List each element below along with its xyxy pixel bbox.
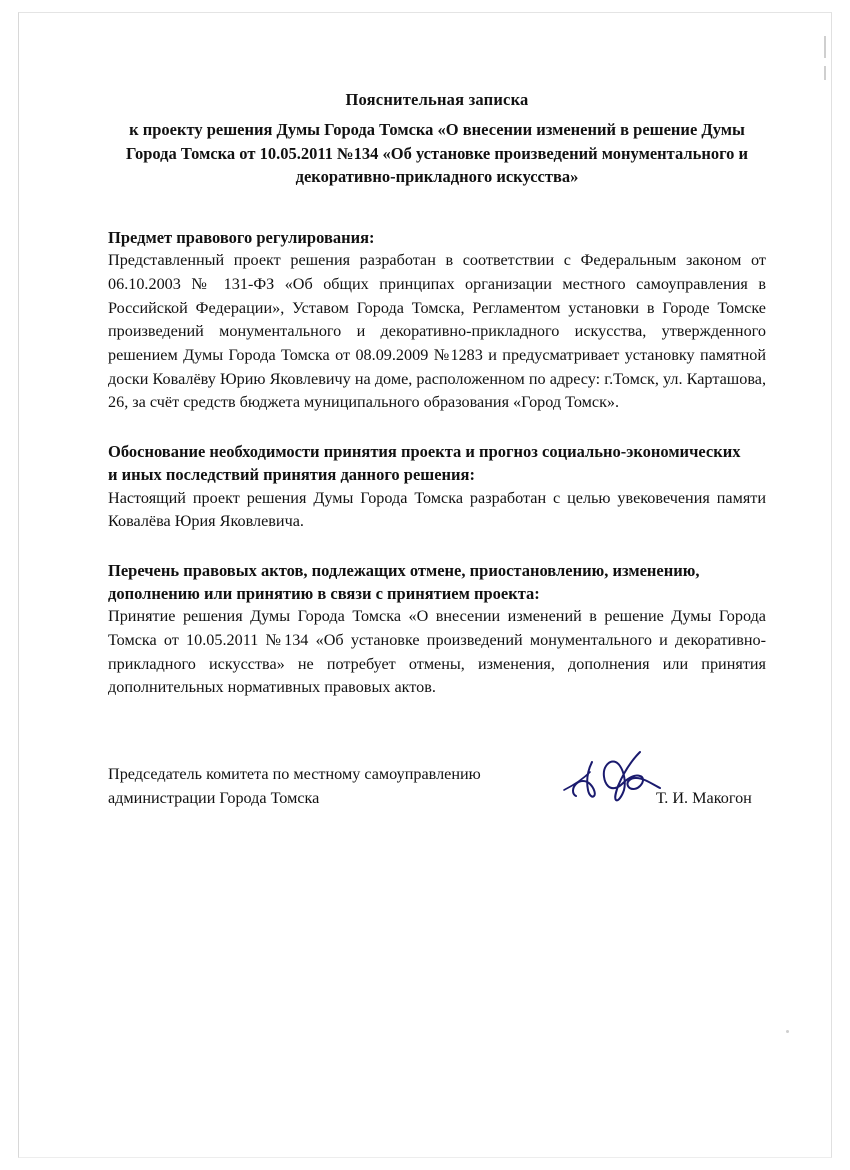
document-subtitle-line-3: декоративно-прикладного искусства» (295, 167, 579, 187)
document-title-block (108, 88, 766, 189)
section-heading-line-2: и иных последствий принятия данного решения: (108, 464, 475, 484)
document-title: Пояснительная записка (345, 90, 529, 109)
section-subject-of-regulation (108, 227, 766, 415)
section-heading (108, 560, 766, 606)
section-legal-acts-list (108, 560, 766, 700)
spacer (108, 189, 766, 227)
signature-role (108, 762, 481, 811)
scan-artifact-mark (824, 66, 826, 80)
document-subtitle (108, 118, 766, 188)
section-heading-line-1: Обоснование необходимости принятия проекта и прогноз социально-экономических (108, 442, 741, 462)
document-subtitle-line-1: к проекту решения Думы Города Томска «О внесении изменений в решение Думы (129, 120, 745, 140)
scan-artifact-dot (786, 1030, 789, 1033)
scan-artifact-mark (824, 36, 826, 58)
document-body (108, 88, 766, 811)
section-heading (108, 441, 766, 487)
signature-role-line-2: администрации Города Томска (108, 789, 320, 808)
spacer (108, 534, 766, 560)
section-text: Настоящий проект решения Думы Города Томска разработан с целью увековечения памяти Ковалёва Юрия Яковлевича. (108, 488, 766, 531)
section-text: Принятие решения Думы Города Томска «О внесении изменений в решение Думы Города Томска от 10.05.2011 №134 «Об установке произведений монументального и декоративно-прикладного искусства» не потребует отмены, изменения, дополнения или принятия дополнительных нормативных правовых актов. (108, 607, 766, 697)
section-heading-line-1: Перечень правовых актов, подлежащих отмене, приостановлению, изменению, (108, 560, 700, 580)
spacer (108, 415, 766, 441)
signature-block (108, 762, 766, 811)
section-justification (108, 441, 766, 534)
signature-name: Т. И. Макогон (656, 789, 752, 808)
signature-role-line-1: Председатель комитета по местному самоуправлению (108, 765, 481, 784)
section-heading: Предмет правового регулирования: (108, 227, 375, 247)
handwritten-signature-icon (528, 746, 668, 806)
section-text: Представленный проект решения разработан в соответствии с Федеральным законом от 06.10.2003 № 131-ФЗ «Об общих принципах организации местного самоуправления в Российской Федерации», Уставом Города Томска, Регламентом установки в Городе Томске произведений монументального и декоративно-прикладного искусства, утвержденного решением Думы Города Томска от 08.09.2009 №1283 и предусматривает установку памятной доски Ковалёву Юрию Яковлевичу на доме, расположенном по адресу: г.Томск, ул. Карташова, 26, за счёт средств бюджета муниципального образования «Город Томск». (108, 251, 766, 412)
document-subtitle-line-2: Города Томска от 10.05.2011 №134 «Об установке произведений монументального и (125, 143, 749, 163)
section-heading-line-2: дополнению или принятию в связи с принятием проекта: (108, 583, 540, 603)
